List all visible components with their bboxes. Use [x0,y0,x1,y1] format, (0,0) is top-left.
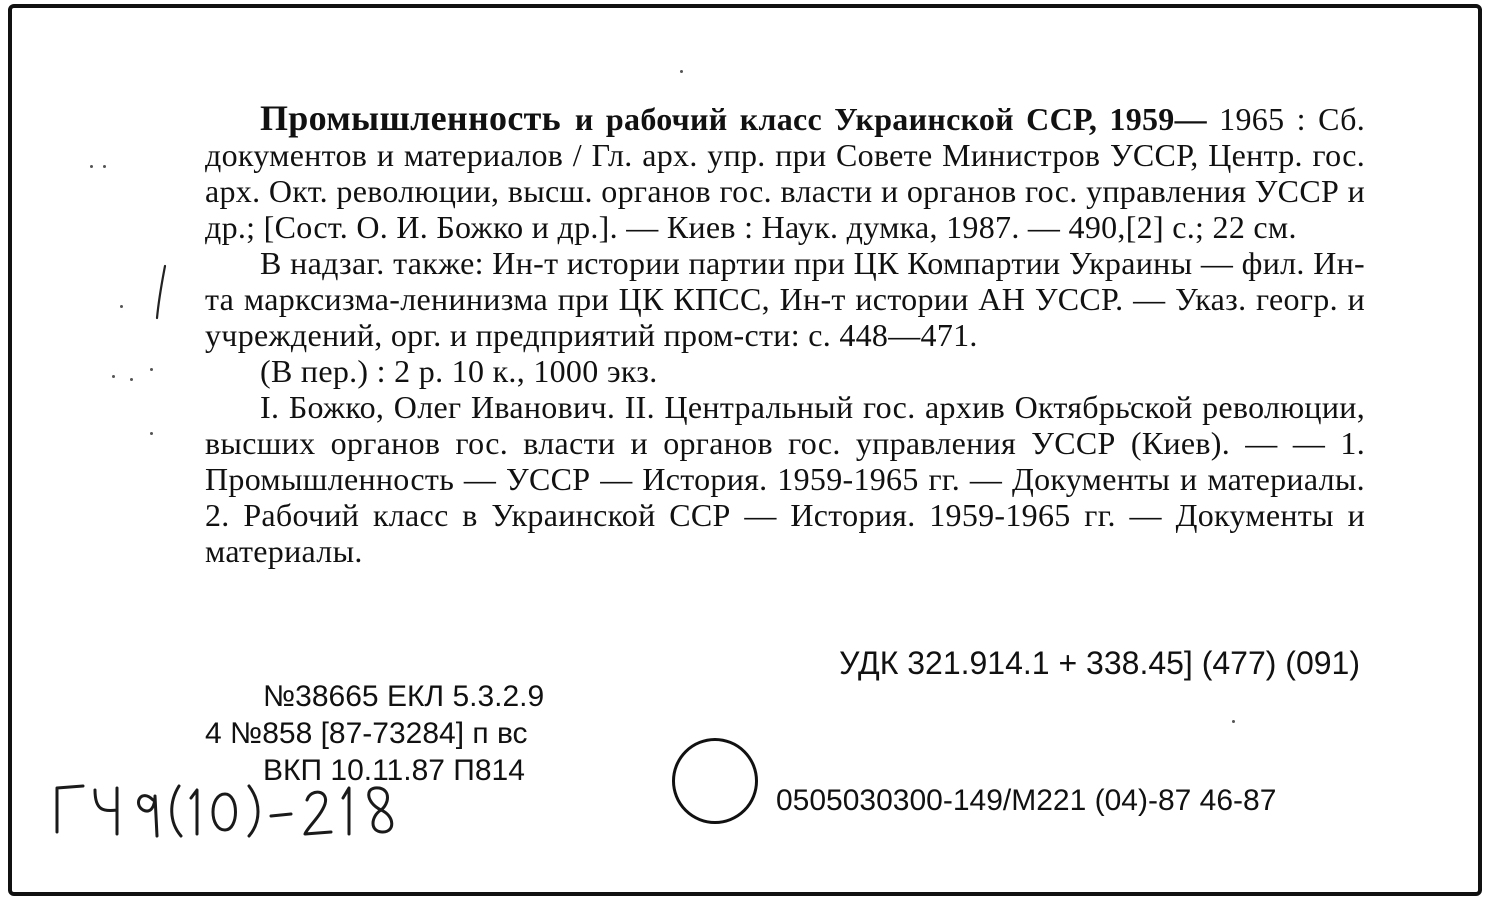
card-body [205,100,1365,569]
speck [112,375,115,378]
index-code: 0505030300-149/М221 (04)-87 46-87 [776,784,1277,817]
price-paragraph: (В пер.) : 2 р. 10 к., 1000 экз. [260,353,658,389]
speck [150,368,153,371]
circle-mark-icon [672,738,758,824]
handwritten-shelfmark-icon [45,770,425,850]
tracings-paragraph: I. Божко, Олег Иванович. II. Центральный гос. архив Октябрьской революции, высших органов гос. власти и органов гос. управления УССР (Киев). — — 1. Промышленность — УССР — История. 1959-1965 гг. — Документы и материалы. 2. Рабочий класс в Украинской ССР — История. 1959-1965 гг. — Документы и материалы. [205,389,1365,569]
speck [680,70,683,73]
card-title-rest: и рабочий класс Украинской ССР, 1959— [574,101,1207,137]
speck [1232,720,1235,723]
description: 1965 : Сб. документов и материалов / Гл. арх. упр. при Совете Министров УССР, Центр. гос. арх. Окт. революции, высш. органов гос. власти и органов гос. управления УССР и др.; [Сост. О. И. Божко и др.]. — Киев : Наук. думка, 1987. — 490,[2] с.; 22 см. [205,101,1365,245]
code-line-3: ВКП 10.11.87 П814 [263,754,525,787]
card-title: Промышленность [260,98,561,138]
speck [130,378,133,381]
speck [103,165,106,168]
speck [90,165,93,168]
pen-mark-icon [145,262,175,322]
speck [120,305,123,308]
note-paragraph: В надзаг. также: Ин-т истории партии при ЦК Компартии Украины — фил. Ин-та марксизма-ленинизма при ЦК КПСС, Ин-т истории АН УССР. — Указ. геогр. и учреждений, орг. и предприятий пром-сти: с. 448—471. [205,245,1365,353]
udk-code: УДК 321.914.1 + 338.45] (477) (091) [839,645,1360,681]
speck [150,432,153,435]
heading-paragraph [205,100,1365,245]
code-line-1: №38665 ЕКЛ 5.3.2.9 [263,680,545,713]
code-line-2: 4 №858 [87-73284] п вс [205,717,528,750]
